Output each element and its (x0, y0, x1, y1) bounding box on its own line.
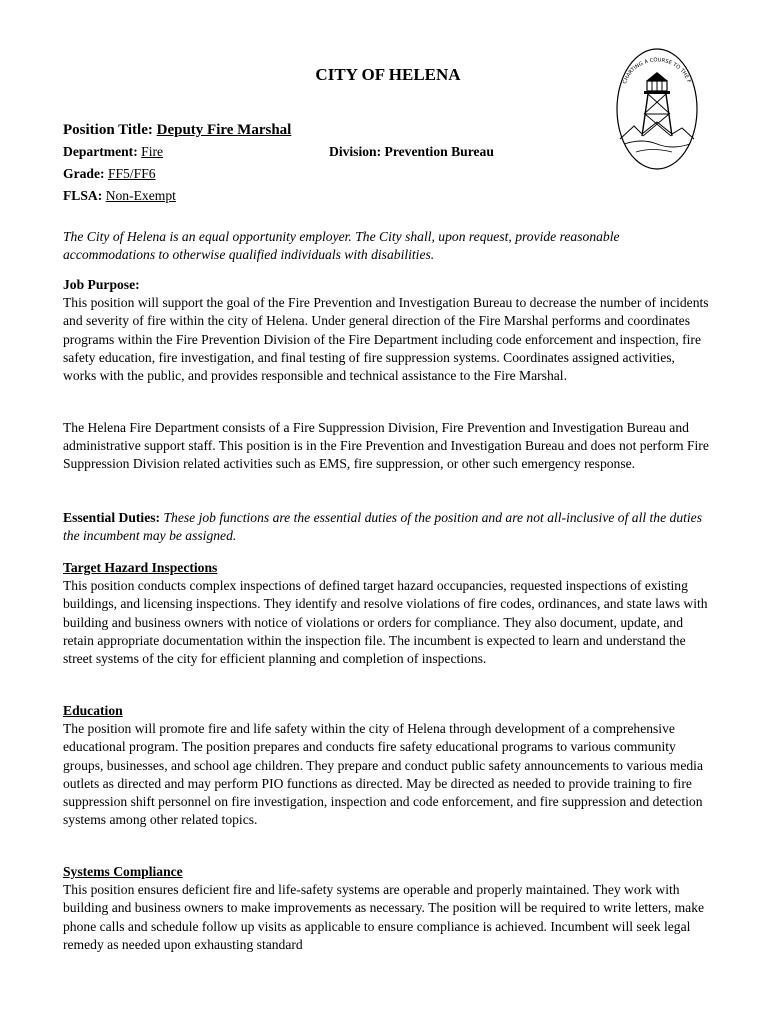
job-purpose-text: This position will support the goal of the Fire Prevention and Investigation Bureau to decrease the number of incidents and severity of fire within the city of Helena. Under general direction of the Fire Marshal performs and coordinates programs within the Fire Prevention Division of the Fire Department including code enforcement and inspection, fire safety education, fire investigation, and final testing of fire suppression systems. Coordinates assigned activities, works with the public, and provides responsible and technical assistance to the Fire Marshal. (63, 295, 709, 384)
job-purpose-heading: Job Purpose: (63, 277, 140, 292)
city-seal-logo (612, 44, 702, 174)
seal-text: CHARTING A COURSE TO THE F (622, 57, 692, 85)
section-heading: Target Hazard Inspections (63, 560, 218, 575)
grade-label: Grade: (63, 166, 105, 181)
section-heading: Systems Compliance (63, 864, 183, 879)
page-title: CITY OF HELENA (315, 65, 461, 84)
department-label: Department: (63, 144, 138, 159)
section-text: The position will promote fire and life safety within the city of Helena through development of a comprehensive educational program. The position prepares and conducts fire safety educational programs to various community groups, businesses, and school age children. They prepare and conduct public safety announcements to various media outlets as directed and may perform PIO functions as directed. May be directed as needed to provide training to fire suppression shift personnel on fire investigation, inspection and code enforcement, and fire suppression and detection systems among other related topics. (63, 721, 703, 828)
section-systems-compliance (63, 863, 711, 954)
flsa-row (63, 187, 176, 205)
job-purpose-section (63, 276, 711, 385)
position-title (63, 121, 291, 139)
section-target-hazard (63, 559, 711, 668)
flsa-value: Non-Exempt (105, 188, 176, 203)
department-description (63, 419, 711, 474)
department-value: Fire (141, 144, 164, 159)
essential-duties-section (63, 509, 711, 545)
position-title-value: Deputy Fire Marshal (156, 122, 292, 138)
department-row (63, 143, 163, 161)
grade-value: FF5/FF6 (107, 166, 156, 181)
essential-duties-paragraph (63, 509, 711, 545)
flsa-label: FLSA: (63, 188, 103, 203)
section-education (63, 702, 711, 829)
essential-duties-heading: Essential Duties: (63, 510, 161, 525)
division-label: Division: Prevention Bureau (329, 144, 494, 159)
eeo-statement: The City of Helena is an equal opportunity employer. The City shall, upon request, provide reasonable accommodations to otherwise qualified individuals with disabilities. (63, 229, 620, 263)
section-heading: Education (63, 703, 123, 718)
department-description-text: The Helena Fire Department consists of a Fire Suppression Division, Fire Prevention and Investigation Bureau and administrative support staff. This position is in the Fire Prevention and Investigation Bureau and does not perform Fire Suppression Division related activities such as EMS, fire suppression, or other such emergency response. (63, 420, 709, 472)
section-text: This position conducts complex inspections of defined target hazard occupancies, requested inspections of existing buildings, and licensing inspections. They identify and resolve violations of fire codes, ordinances, and state laws with building and business owners with notice of violations or orders for compliance. They also document, update, and retain appropriate documentation within the inspection file. The incumbent is expected to learn and understand the street systems of the city for efficient planning and completion of inspections. (63, 578, 708, 667)
section-text: This position ensures deficient fire and life-safety systems are operable and properly maintained. They work with building and business owners to make improvements as necessary. The position will be required to write letters, make phone calls and schedule follow up visits as applicable to ensure compliance is achieved. Incumbent will seek legal remedy as needed upon exhausting standard (63, 882, 705, 952)
position-title-label: Position Title: (63, 122, 153, 138)
essential-duties-text: These job functions are the essential duties of the position and are not all-inclusive of all the duties the incumbent may be assigned. (63, 510, 702, 544)
grade-row (63, 165, 156, 183)
